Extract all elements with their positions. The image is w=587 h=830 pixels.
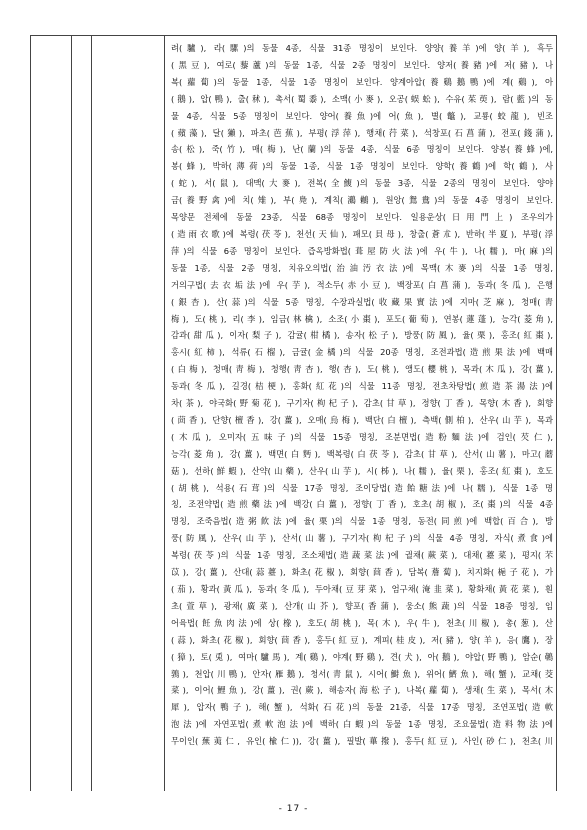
- text-line: (鵝), 압(鴨), 출(秫), 촉서(蜀黍), 소맥(小麥), 오공(蜈蚣), 수유(茱萸), 람(藍)의 동: [171, 93, 553, 104]
- text-line: (造雨衣歌)에 복령(茯苓), 천선(天仙), 패모(貝母), 창출(蒼朮), 반하(半夏), 부평(浮: [171, 228, 553, 239]
- text-line: 苡), 강(薑), 산대(蒜薹), 화초(花椒), 회향(茴香), 담복(薝蔔), 치지화(梔子花), 가: [171, 567, 553, 578]
- text-line: 목양문 전체에 동물 23종, 식물 68종 명칭이 보인다. 일용운상(日用門上) 조우의가: [171, 212, 553, 223]
- text-line: 萍)의 식물 6종 명칭이 보인다. 즙옥방화법(葺屋防火法)에 우(牛), 나(糯), 마(麻)의: [171, 245, 553, 256]
- text-line: 풍(防風), 산우(山芋), 산서(山薯), 구기자(枸杞子)의 식물 4종 명칭, 자식(煮食)에: [171, 533, 553, 544]
- page-number: - 17 -: [278, 804, 309, 814]
- text-line: 차(茶), 야국화(野菊花), 구기자(枸杞子), 감초(甘草), 정향(丁香), 목향(木香), 회향: [171, 398, 553, 409]
- text-line: (蘋藻), 달(獺), 파초(芭蕉), 부평(浮萍), 행채(荇菜), 석창포(石菖蒲), 전포(錢蒲),: [171, 127, 553, 138]
- text-line: 菜), 이어(鯉魚), 강(薑), 권(蕨), 해송자(海松子), 나복(蘿蔔), 생채(生菜), 목서(木: [171, 685, 553, 696]
- column-divider: [164, 36, 165, 791]
- table-frame: [30, 35, 557, 791]
- text-line: (白梅), 청매(靑梅), 청행(靑杏), 행(杏), 도(桃), 앵도(櫻桃), 목과(木瓜), 강(薑),: [171, 364, 553, 375]
- text-line: 복령(茯苓)의 식물 1종 명칭, 조소채법(造蔬菜法)에 궐채(蕨菜), 대채(薹菜), 평지(芣: [171, 550, 553, 561]
- text-line: 菇), 선하(鮮蝦), 산약(山藥), 산우(山芋), 시(柹), 나(糯), 율(栗), 홍조(紅棗), 호도: [171, 465, 553, 476]
- text-line: (茄), 황과(黃瓜), 동과(冬瓜), 두아채(豆芽菜), 엄구채(淹韭菜), 황화채(黃花菜), 훤: [171, 584, 553, 594]
- text-line: 초(萱草), 광채(廣菜), 산개(山芥), 향포(香蒲), 웅소(熊蔬)의 식물 18종 명칭, 임: [171, 600, 553, 611]
- text-line: 칭, 조전약법(造煎藥法)에 백강(白薑), 정향(丁香), 호초(胡椒), 조(棗)의 식물 4종: [171, 499, 553, 510]
- text-line: 명칭, 조죽음법(造粥飮法)에 율(栗)의 식물 1종 명칭, 동전(同煎)에 백합(百合), 방: [171, 516, 553, 527]
- text-line: 무이인(蕪荑仁, 유인(楡仁)), 강(薑), 필발(蓽撥), 홍두(紅豆), 사인(砂仁), 천초(川: [171, 736, 553, 747]
- text-line: (蒜), 화초(花椒), 회향(茴香), 홍두(紅豆), 계피(桂皮), 저(豬), 양(羊), 응(鷹), 장: [171, 634, 553, 645]
- text-line: 송(松), 죽(竹), 매(梅), 난(蘭)의 동물 4종, 식물 6종 명칭이 보인다. 양봉(養蜂)에,: [171, 144, 553, 155]
- text-line: 犀), 압자(鴨子), 해(蟹), 석화(石花)의 동물 21종, 식물 17종 명칭, 조연포법(造軟: [171, 702, 553, 713]
- text-line: 동물 1종, 식물 2종 명칭, 치유오의법(治油汚衣法)에 목맥(木麥)의 식물 1종 명칭,: [171, 262, 553, 273]
- text-line: (黑豆), 여로(藜蘆)의 동물 1종, 식물 2종 명칭이 보인다. 양저(養豬)에 저(豬), 나: [171, 59, 553, 70]
- text-line: (胡桃), 석용(石茸)의 식물 17종 명칭, 조이당법(造飴糖法)에 나(糯), 식물 1종 명: [171, 482, 553, 493]
- text-line: 泡法)에 자연포법(煮軟泡法)에 백하(白蝦)의 동물 1종 명칭, 조요물법(造料物法)에: [171, 719, 553, 730]
- text-line: 능각(菱角), 강(薑), 백면(白麪), 백복령(白茯苓), 감초(甘草), 산서(山薯), 마고(蘑: [171, 448, 553, 459]
- text-line: 동과(冬瓜), 길경(桔梗), 홍화(紅花)의 식물 11종 명칭, 전초차탕법(煎造茶湯法)에: [171, 381, 553, 392]
- body-text: [171, 40, 553, 750]
- text-line: 금(養野禽)에 치(雉), 부(鳧), 계칙(鸂鶒), 원앙(鴛鴦)의 동물 4종 명칭이 보인다.: [171, 195, 553, 206]
- text-line: 복(蘿蔔)의 동물 1종, 식물 1종 명칭이 보인다. 양계아압(養鷄鵝鴨)에 계(鷄), 아: [171, 76, 553, 87]
- text-line: 홍시(紅柿), 석류(石榴), 금귤(金橘)의 식물 20종 명칭, 조전과법(造煎果法)에 백매: [171, 347, 553, 358]
- text-line: 鶉), 천압(川鴨), 안자(雁鵝), 청서(靑鼠), 시어(鰣魚), 위어(鱭魚), 해(蟹), 교채(茭: [171, 668, 553, 679]
- text-line: 물 4종, 식물 5종 명칭이 보인다. 양어(養魚)에 어(魚), 별(鼈), 교룡(蛟龍), 빈조: [171, 110, 553, 121]
- column-divider: [71, 36, 72, 791]
- text-line: 어육법(飪魚肉法)에 상(橡), 호도(胡桃), 목(木), 우(牛), 천초(川椒), 총(葱), 산: [171, 617, 553, 628]
- text-line: 감과(甜瓜), 이자(梨子), 감귤(柑橘), 송자(松子), 방풍(防風), 율(栗), 홍조(紅棗),: [171, 330, 553, 341]
- text-line: 거의구법(去衣垢法)에 우(芋), 적소두(赤小豆), 백장포(白菖蒲), 동과(冬瓜), 은행: [171, 279, 553, 290]
- text-line: 봉(蜂), 박하(薄荷)의 동물 1종, 식물 1종 명칭이 보인다. 양학(養鶴)에 학(鶴), 사: [171, 161, 553, 172]
- text-line: (木瓜), 오미자(五味子)의 식물 15종 명칭, 조분면법(造粉麵法)에 검인(芡仁),: [171, 431, 553, 442]
- text-line: 梅), 도(桃), 리(李), 임금(林檎), 소조(小棗), 포도(葡萄), 연봉(蓮蓬), 능각(菱角),: [171, 313, 553, 324]
- text-line: 려(驢), 라(騾)의 동물 4종, 식물 31종 명칭이 보인다. 양양(養羊)에 양(羊), 흑두: [171, 43, 553, 53]
- text-line: (獐), 토(兎), 여마(驢馬), 계(鷄), 야계(野鷄), 견(犬), 아(鵝), 야압(野鴨), 암순(鵪: [171, 651, 553, 662]
- text-line: (蛇), 서(鼠), 대맥(大麥), 전복(全鰒)의 동물 3종, 식물 2종의 명칭이 보인다. 양야: [171, 178, 553, 189]
- text-line: (茴香), 단향(檀香), 강(薑), 오매(烏梅), 백단(白檀), 측백(側柏), 산우(山芋), 목과: [171, 414, 553, 425]
- column-divider: [91, 36, 92, 791]
- text-line: (銀杏), 산(蒜)의 식물 5종 명칭, 수장과실법(收藏果實法)에 지마(芝麻), 청매(靑: [171, 296, 553, 307]
